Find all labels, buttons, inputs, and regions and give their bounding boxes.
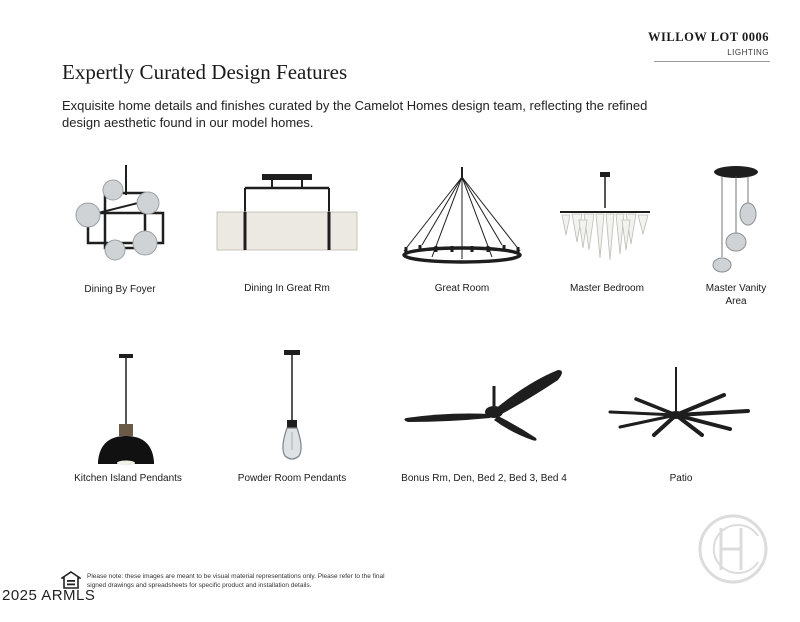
fixture-great-room	[392, 160, 532, 310]
fixture-powder-room-pendants	[232, 350, 352, 490]
linear-drum-pendant-icon	[212, 170, 362, 265]
fixture-label: Patio	[669, 473, 693, 484]
fixture-label: Kitchen Island Pendants	[74, 473, 182, 484]
ceiling-fan-8-blade-icon	[606, 365, 756, 465]
camelot-monogram-icon	[696, 512, 770, 586]
crystal-chandelier-icon	[552, 170, 662, 280]
fixture-label: Powder Room Pendants	[237, 473, 347, 484]
fixture-master-vanity-area	[700, 160, 772, 310]
fixture-bonus-rooms-fan	[398, 350, 570, 490]
fixture-label: Great Room	[434, 283, 490, 294]
fixture-patio-fan	[606, 350, 756, 490]
lot-title: WILLOW LOT 0006	[648, 30, 769, 44]
fixture-kitchen-island-pendants	[68, 350, 188, 490]
fixture-label: Bonus Rm, Den, Bed 2, Bed 3, Bed 4	[401, 473, 567, 484]
fixture-label: Master Bedroom	[570, 283, 644, 294]
armls-watermark: 2025 ARMLS	[2, 587, 96, 604]
fixture-label: Dining By Foyer	[84, 284, 156, 295]
chandelier-globes-icon	[60, 165, 180, 275]
fixture-dining-by-foyer	[60, 160, 180, 310]
fixture-label: Dining In Great Rm	[244, 283, 330, 294]
header-divider	[654, 61, 770, 62]
lot-header	[648, 30, 769, 57]
page-subtitle: Exquisite home details and finishes curated by the Camelot Homes design team, reflecting the refined design aesthetic found in our model homes.	[62, 98, 648, 130]
dome-pendant-icon	[68, 352, 188, 467]
fixture-dining-in-great-rm	[212, 160, 362, 310]
glass-drop-pendant-icon	[232, 350, 352, 465]
fixture-label: Master Vanity Area	[705, 283, 767, 307]
ring-chandelier-icon	[392, 165, 532, 275]
fixture-master-bedroom	[552, 160, 662, 310]
ceiling-fan-3-blade-icon	[398, 362, 570, 462]
page-title: Expertly Curated Design Features	[62, 60, 348, 84]
lot-category: LIGHTING	[727, 48, 769, 57]
cluster-pendant-icon	[700, 162, 772, 280]
disclaimer-note: Please note: these images are meant to be visual material representations only. Please refer to the final signed drawings and spreadsheets for specific product and installation details.	[87, 573, 385, 589]
